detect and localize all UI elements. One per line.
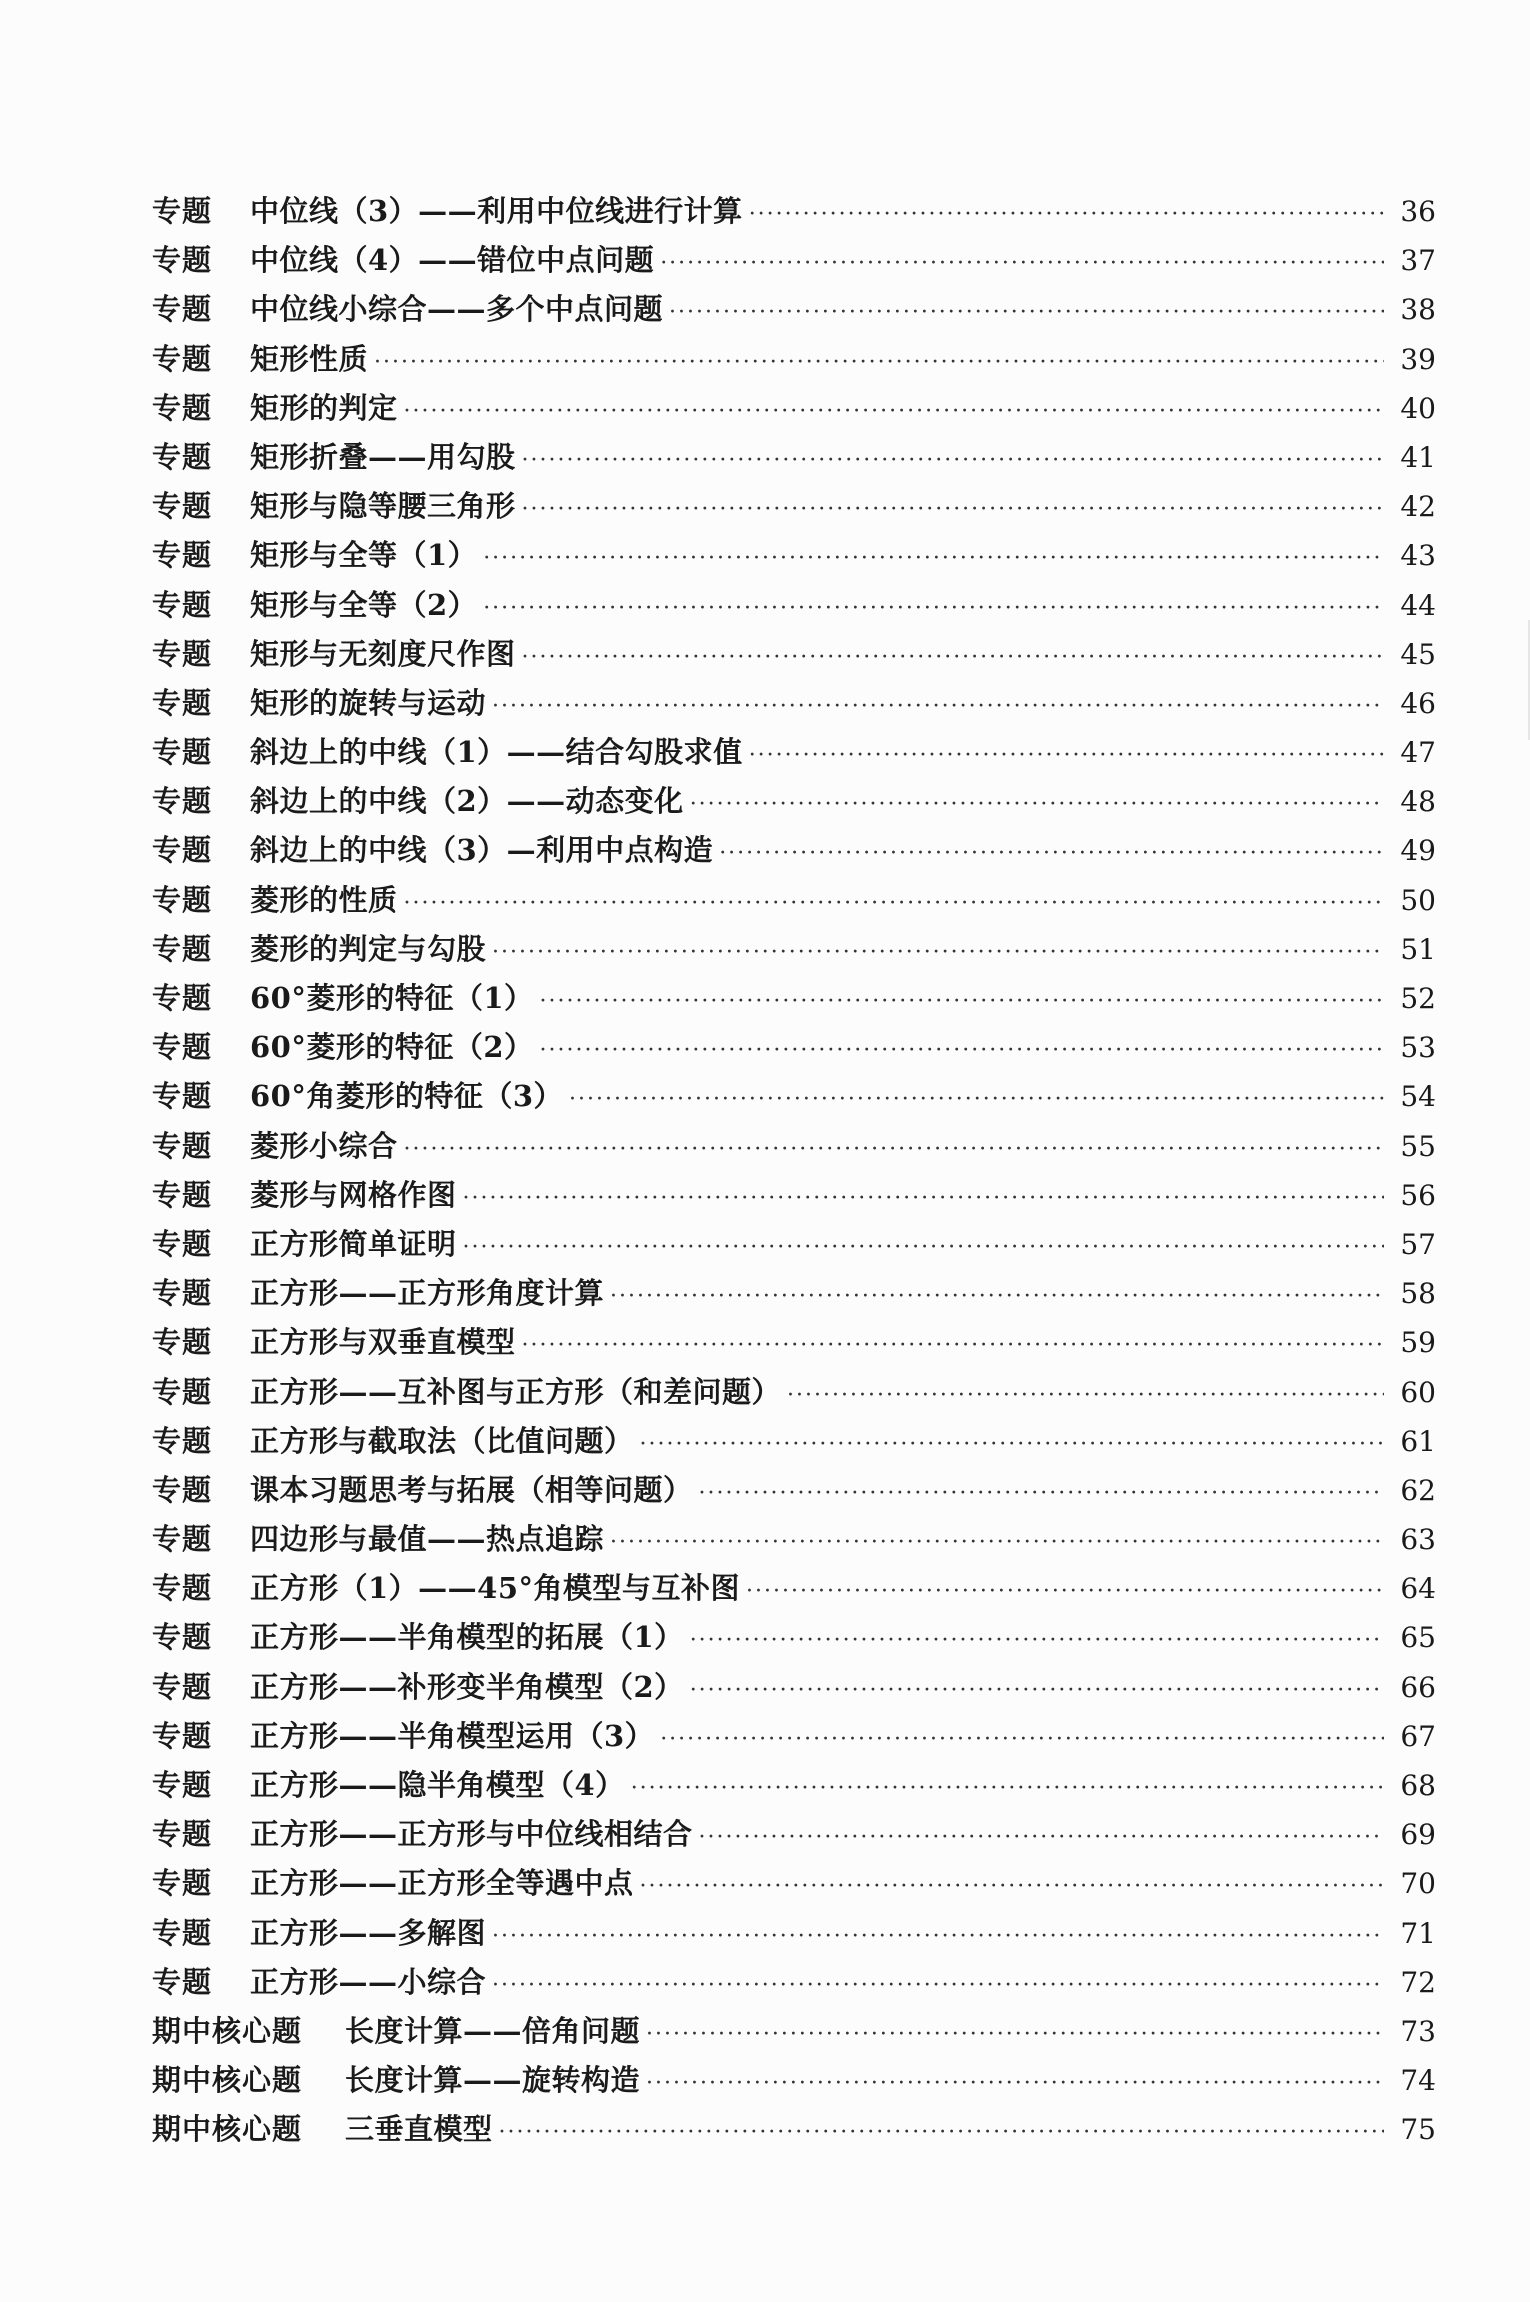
dot-leader (699, 1469, 1384, 1518)
toc-entry-category: 专题 (152, 931, 213, 966)
dot-leader (660, 239, 1384, 288)
toc-entry-category: 专题 (152, 439, 213, 474)
toc-entry[interactable] (152, 679, 1436, 728)
dot-leader (463, 1174, 1384, 1223)
toc-entry-title: 三垂直模型 (345, 2112, 493, 2147)
toc-entry-page-number: 73 (1400, 2014, 1436, 2048)
toc-entry-page-number: 58 (1400, 1277, 1436, 1311)
toc-entry[interactable] (152, 1958, 1436, 2007)
toc-entry-title: 矩形性质 (250, 341, 369, 376)
toc-entry[interactable] (152, 1171, 1436, 1220)
toc-entry-title: 正方形——正方形角度计算 (250, 1276, 605, 1311)
toc-entry-page-number: 46 (1400, 686, 1436, 720)
toc-entry[interactable] (152, 876, 1436, 925)
toc-entry[interactable] (152, 1859, 1436, 1908)
toc-entry-page-number: 68 (1400, 1769, 1436, 1802)
toc-entry-page-number: 51 (1400, 932, 1436, 966)
toc-entry-page-number: 45 (1400, 637, 1436, 671)
toc-entry[interactable] (152, 2105, 1436, 2154)
toc-entry-title: 60°菱形的特征（1） (250, 981, 534, 1015)
toc-entry-title: 正方形（1）——45°角模型与互补图 (250, 1571, 741, 1606)
toc-entry-category: 专题 (152, 1128, 213, 1163)
toc-entry-category: 专题 (152, 1866, 213, 1901)
dot-leader (787, 1371, 1384, 1420)
toc-entry-category: 专题 (152, 390, 213, 425)
toc-entry-page-number: 54 (1400, 1080, 1436, 1114)
toc-entry-category: 专题 (152, 1768, 213, 1802)
toc-entry-category: 专题 (152, 538, 213, 573)
toc-entry-page-number: 37 (1400, 244, 1436, 278)
toc-entry-page-number: 42 (1400, 490, 1436, 524)
toc-entry[interactable] (152, 1220, 1436, 1269)
toc-entry-title: 菱形与网格作图 (250, 1177, 457, 1212)
toc-entry[interactable] (152, 1613, 1436, 1662)
toc-entry-page-number: 52 (1400, 982, 1436, 1015)
toc-entry-category: 专题 (152, 833, 213, 868)
dot-leader (463, 1223, 1384, 1272)
toc-entry-title: 正方形——半角模型的拓展（1） (250, 1620, 684, 1655)
toc-entry-category: 专题 (152, 1669, 213, 1704)
toc-entry[interactable] (152, 1466, 1436, 1515)
dot-leader (374, 338, 1384, 387)
toc-entry-page-number: 70 (1400, 1867, 1436, 1901)
dot-leader (646, 2010, 1384, 2059)
toc-entry[interactable] (152, 728, 1436, 777)
dot-leader (610, 1518, 1384, 1567)
toc-entry[interactable] (152, 974, 1436, 1023)
toc-entry[interactable] (152, 1564, 1436, 1613)
dot-leader (499, 2108, 1384, 2157)
dot-leader (690, 1616, 1384, 1665)
toc-entry-title: 中位线小综合——多个中点问题 (250, 292, 664, 327)
dot-leader (640, 1420, 1384, 1469)
toc-entry-title: 60°菱形的特征（2） (250, 1030, 534, 1065)
toc-entry-category: 专题 (152, 1079, 213, 1114)
toc-entry-page-number: 39 (1400, 342, 1436, 376)
toc-entry-title: 矩形与隐等腰三角形 (250, 489, 516, 524)
toc-entry[interactable] (152, 1663, 1436, 1712)
dot-leader (690, 780, 1384, 829)
toc-entry-category: 专题 (152, 243, 213, 278)
toc-entry-title: 正方形简单证明 (250, 1226, 457, 1261)
toc-entry-page-number: 56 (1400, 1178, 1436, 1212)
toc-entry-title: 正方形与截取法（比值问题） (250, 1423, 634, 1458)
toc-entry-category: 专题 (152, 735, 213, 770)
dot-leader (660, 1715, 1384, 1764)
dot-leader (610, 1272, 1384, 1321)
toc-entry-title: 矩形的判定 (250, 390, 398, 425)
dot-leader (492, 1912, 1384, 1961)
toc-entry-category: 专题 (152, 784, 213, 819)
toc-entry[interactable] (152, 531, 1436, 580)
toc-entry-title: 正方形——多解图 (250, 1915, 487, 1950)
dot-leader (522, 633, 1384, 682)
toc-entry-category: 期中核心题 (152, 2013, 303, 2048)
dot-leader (569, 1075, 1384, 1124)
dot-leader (540, 977, 1384, 1026)
toc-entry-page-number: 61 (1400, 1424, 1436, 1458)
toc-entry[interactable] (152, 1761, 1436, 1810)
toc-entry-page-number: 50 (1400, 883, 1436, 917)
toc-entry[interactable] (152, 1417, 1436, 1466)
toc-entry-page-number: 48 (1400, 785, 1436, 819)
dot-leader (522, 1321, 1384, 1370)
toc-entry-title: 中位线（3）——利用中位线进行计算 (250, 194, 743, 228)
toc-entry-title: 正方形——小综合 (250, 1964, 487, 1999)
toc-entry-page-number: 62 (1400, 1473, 1436, 1507)
toc-entry-title: 菱形小综合 (250, 1128, 398, 1163)
toc-entry-page-number: 63 (1400, 1523, 1436, 1557)
toc-entry-title: 斜边上的中线（1）——结合勾股求值 (250, 735, 743, 770)
toc-entry-page-number: 44 (1400, 588, 1436, 622)
toc-entry[interactable] (152, 1023, 1436, 1072)
dot-leader (631, 1764, 1384, 1813)
toc-entry-title: 正方形——补形变半角模型（2） (250, 1669, 684, 1704)
toc-entry-category: 专题 (152, 981, 213, 1015)
table-of-contents (152, 187, 1436, 2155)
dot-leader (522, 485, 1384, 534)
toc-entry-category: 专题 (152, 1374, 213, 1409)
toc-entry-title: 正方形——隐半角模型（4） (250, 1768, 625, 1802)
toc-entry-category: 专题 (152, 292, 213, 327)
dot-leader (749, 190, 1384, 239)
toc-entry-page-number: 47 (1400, 736, 1436, 770)
dot-leader (522, 436, 1384, 485)
toc-entry-category: 专题 (152, 1030, 213, 1065)
dot-leader (746, 1567, 1384, 1616)
toc-entry-title: 矩形与无刻度尺作图 (250, 636, 516, 671)
toc-entry-page-number: 41 (1400, 440, 1436, 474)
toc-entry-page-number: 49 (1400, 834, 1436, 868)
toc-entry[interactable] (152, 925, 1436, 974)
dot-leader (404, 879, 1384, 928)
toc-entry[interactable] (152, 2056, 1436, 2105)
toc-entry[interactable] (152, 581, 1436, 630)
toc-entry[interactable] (152, 1122, 1436, 1171)
toc-entry[interactable] (152, 630, 1436, 679)
toc-entry-page-number: 66 (1400, 1670, 1436, 1704)
dot-leader (640, 1862, 1384, 1911)
toc-entry-page-number: 72 (1400, 1965, 1436, 1999)
toc-entry-category: 专题 (152, 1620, 213, 1655)
toc-entry-category: 专题 (152, 1423, 213, 1458)
toc-entry-category: 专题 (152, 341, 213, 376)
toc-entry-page-number: 64 (1400, 1572, 1436, 1606)
toc-entry-category: 专题 (152, 1817, 213, 1852)
toc-entry-category: 专题 (152, 685, 213, 720)
toc-entry[interactable] (152, 384, 1436, 433)
toc-entry-page-number: 69 (1400, 1818, 1436, 1852)
toc-entry[interactable] (152, 1909, 1436, 1958)
toc-entry-category: 期中核心题 (152, 2112, 303, 2147)
toc-entry-category: 专题 (152, 1276, 213, 1311)
toc-entry-category: 专题 (152, 882, 213, 917)
toc-entry[interactable] (152, 236, 1436, 285)
toc-entry-category: 专题 (152, 636, 213, 671)
toc-entry-page-number: 75 (1400, 2113, 1436, 2147)
toc-entry-title: 正方形——正方形与中位线相结合 (250, 1817, 693, 1852)
toc-entry[interactable] (152, 285, 1436, 334)
toc-entry-category: 专题 (152, 587, 213, 622)
toc-entry-category: 专题 (152, 1718, 213, 1753)
toc-entry-page-number: 60 (1400, 1375, 1436, 1409)
toc-entry-category: 专题 (152, 1571, 213, 1606)
toc-entry-title: 矩形与全等（1） (250, 538, 478, 573)
toc-entry-title: 正方形——正方形全等遇中点 (250, 1866, 634, 1901)
toc-entry-category: 专题 (152, 1964, 213, 1999)
toc-entry-page-number: 59 (1400, 1326, 1436, 1360)
dot-leader (404, 387, 1384, 436)
toc-entry-page-number: 71 (1400, 1916, 1436, 1950)
dot-leader (492, 928, 1384, 977)
toc-entry[interactable] (152, 335, 1436, 384)
toc-entry-category: 专题 (152, 1522, 213, 1557)
dot-leader (646, 2059, 1384, 2108)
dot-leader (699, 1813, 1384, 1862)
toc-entry-category: 专题 (152, 1226, 213, 1261)
dot-leader (719, 829, 1384, 878)
toc-entry-title: 正方形与双垂直模型 (250, 1325, 516, 1360)
toc-entry-category: 专题 (152, 1325, 213, 1360)
dot-leader (483, 534, 1384, 583)
dot-leader (483, 584, 1384, 633)
toc-entry-category: 专题 (152, 489, 213, 524)
toc-entry-title: 正方形——互补图与正方形（和差问题） (250, 1374, 782, 1409)
dot-leader (690, 1666, 1384, 1715)
toc-entry[interactable] (152, 1712, 1436, 1761)
dot-leader (492, 1961, 1384, 2010)
toc-entry-category: 专题 (152, 1472, 213, 1507)
toc-entry-title: 矩形的旋转与运动 (250, 685, 487, 720)
toc-entry-title: 菱形的判定与勾股 (250, 931, 487, 966)
toc-entry-title: 菱形的性质 (250, 882, 398, 917)
toc-entry[interactable] (152, 482, 1436, 531)
toc-entry-page-number: 53 (1400, 1031, 1436, 1065)
toc-entry-page-number: 43 (1400, 539, 1436, 573)
toc-entry-category: 专题 (152, 194, 213, 228)
dot-leader (540, 1026, 1384, 1075)
toc-entry[interactable] (152, 1269, 1436, 1318)
toc-entry-title: 矩形与全等（2） (250, 587, 478, 622)
toc-entry[interactable] (152, 1368, 1436, 1417)
toc-entry[interactable] (152, 777, 1436, 826)
toc-entry-title: 四边形与最值——热点追踪 (250, 1522, 605, 1557)
toc-entry-title: 课本习题思考与拓展（相等问题） (250, 1472, 693, 1507)
toc-entry-title: 长度计算——倍角问题 (345, 2013, 641, 2048)
dot-leader (749, 731, 1384, 780)
toc-entry-title: 正方形——半角模型运用（3） (250, 1718, 655, 1753)
toc-entry-page-number: 55 (1400, 1129, 1436, 1163)
toc-entry-page-number: 74 (1400, 2064, 1436, 2098)
toc-entry-title: 60°角菱形的特征（3） (250, 1079, 564, 1114)
toc-entry-title: 斜边上的中线（2）——动态变化 (250, 784, 684, 819)
toc-entry-page-number: 65 (1400, 1621, 1436, 1655)
toc-entry[interactable] (152, 826, 1436, 875)
toc-entry-title: 斜边上的中线（3）—利用中点构造 (250, 833, 714, 868)
toc-entry-page-number: 40 (1400, 391, 1436, 425)
toc-entry[interactable] (152, 1318, 1436, 1367)
dot-leader (669, 288, 1384, 337)
toc-entry-page-number: 36 (1400, 195, 1436, 228)
toc-entry-category: 专题 (152, 1915, 213, 1950)
toc-entry[interactable] (152, 1810, 1436, 1859)
toc-entry[interactable] (152, 433, 1436, 482)
toc-entry-page-number: 38 (1400, 293, 1436, 327)
toc-entry[interactable] (152, 1515, 1436, 1564)
toc-entry-page-number: 57 (1400, 1227, 1436, 1261)
dot-leader (492, 682, 1384, 731)
toc-entry-title: 矩形折叠——用勾股 (250, 439, 516, 474)
toc-entry-title: 长度计算——旋转构造 (345, 2063, 641, 2098)
toc-entry-category: 期中核心题 (152, 2063, 303, 2098)
toc-entry[interactable] (152, 2007, 1436, 2056)
dot-leader (404, 1125, 1384, 1174)
toc-entry[interactable] (152, 187, 1436, 236)
toc-entry-category: 专题 (152, 1177, 213, 1212)
toc-entry[interactable] (152, 1072, 1436, 1121)
toc-entry-page-number: 67 (1400, 1719, 1436, 1753)
toc-entry-title: 中位线（4）——错位中点问题 (250, 243, 655, 278)
